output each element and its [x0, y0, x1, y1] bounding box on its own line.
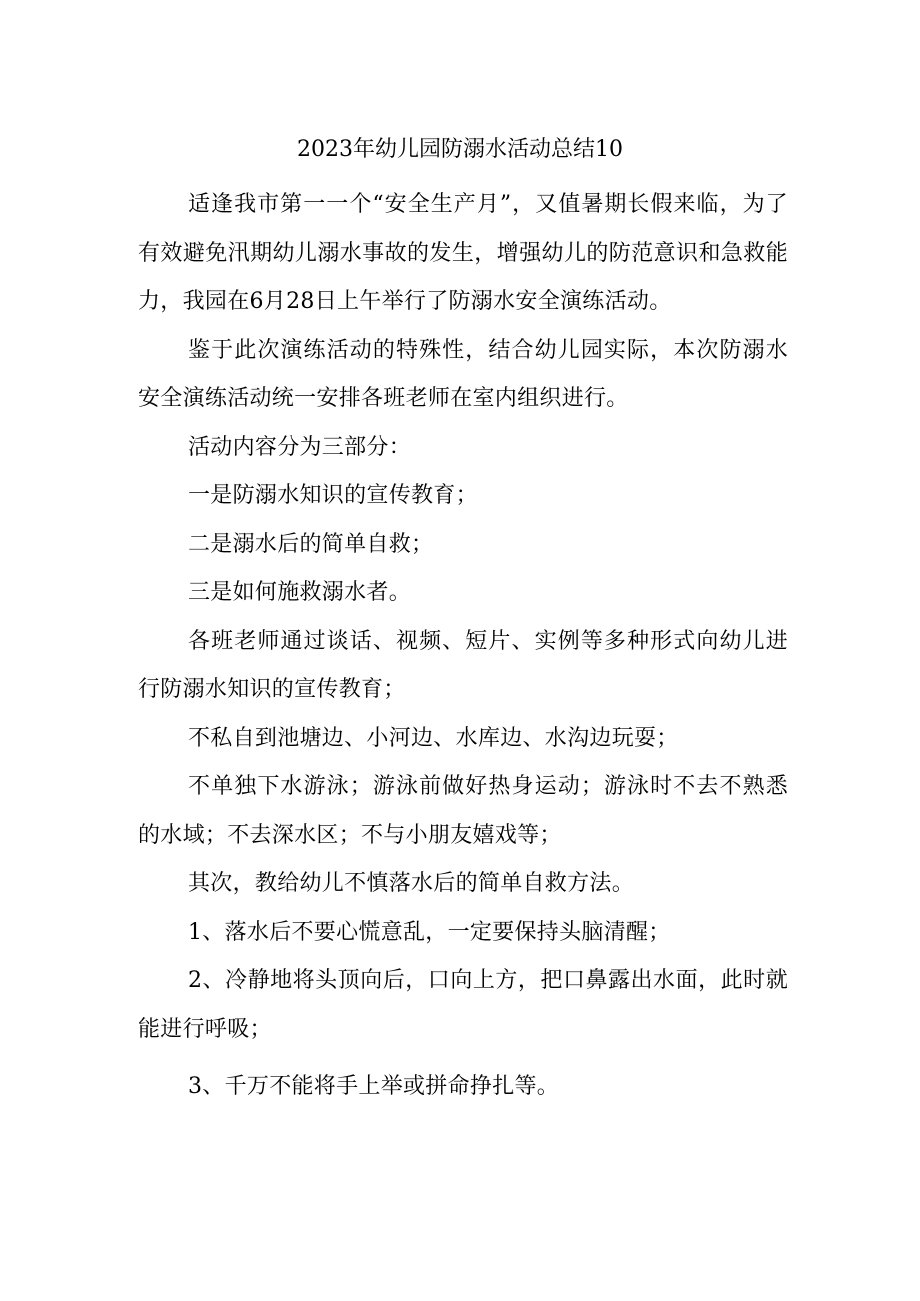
paragraph-self-rescue-3: 3、千万不能将手上举或拼命挣扎等。 [188, 1074, 560, 1099]
paragraph-content-overview: 活动内容分为三部分： [188, 434, 412, 460]
document-body [138, 181, 788, 1112]
document-title: 2023年幼儿园防溺水活动总结10 [297, 137, 623, 162]
paragraph-teacher-education: 各班老师通过谈话、视频、短片、实例等多种形式向幼儿进行防溺水知识的宣传教育； [138, 628, 788, 702]
paragraph-self-rescue-intro: 其次，教给幼儿不慎落水后的简单自救方法。 [188, 871, 635, 896]
paragraph-activity-setting: 鉴于此次演练活动的特殊性，结合幼儿园实际，本次防溺水安全演练活动统一安排各班老师在室内组织进行。 [138, 337, 788, 411]
paragraph-rule-no-playing: 不私自到池塘边、小河边、水库边、水沟边玩耍； [188, 725, 679, 751]
paragraph-self-rescue-2: 2、冷静地将头顶向后，口向上方，把口鼻露出水面，此时就能进行呼吸； [138, 968, 788, 1042]
paragraph-rule-swimming: 不单独下水游泳；游泳前做好热身运动；游泳时不去不熟悉的水域；不去深水区；不与小朋友嬉戏等； [138, 774, 788, 848]
paragraph-part-three: 三是如何施救溺水者。 [188, 580, 412, 605]
paragraph-self-rescue-1: 1、落水后不要心慌意乱，一定要保持头脑清醒； [188, 919, 671, 945]
paragraph-intro: 适逢我市第一一个“安全生产月”，又值暑期长假来临，为了有效避免汛期幼儿溺水事故的发生，增强幼儿的防范意识和急救能力，我园在6月28日上午举行了防溺水安全演练活动。 [138, 192, 788, 314]
paragraph-part-two: 二是溺水后的简单自救； [188, 531, 434, 557]
paragraph-part-one: 一是防溺水知识的宣传教育； [188, 483, 478, 508]
